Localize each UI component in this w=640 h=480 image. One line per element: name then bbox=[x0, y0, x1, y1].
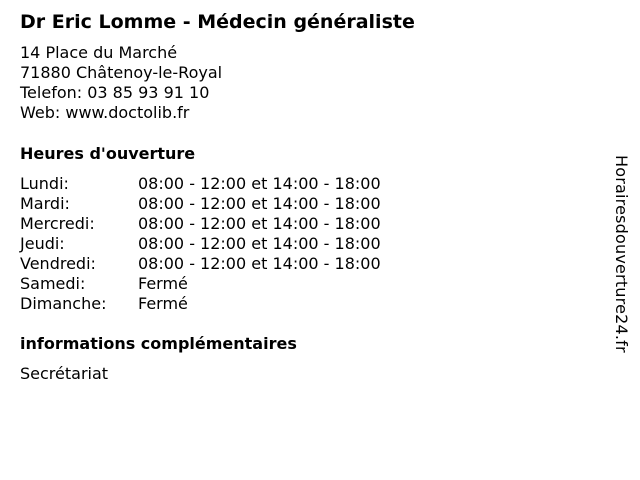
hours-row-friday bbox=[20, 254, 440, 274]
watermark-text: Horairesdouverture24.fr bbox=[612, 155, 631, 353]
day-label: Lundi: bbox=[20, 174, 69, 193]
hours-row-sunday bbox=[20, 294, 440, 314]
day-label: Mercredi: bbox=[20, 214, 95, 233]
page-title: Dr Eric Lomme - Médecin généraliste bbox=[20, 11, 415, 33]
additional-info-text: Secrétariat bbox=[20, 364, 109, 383]
day-hours: 08:00 - 12:00 et 14:00 - 18:00 bbox=[138, 174, 381, 193]
hours-row-monday bbox=[20, 174, 440, 194]
watermark bbox=[611, 135, 631, 373]
opening-hours-table bbox=[20, 174, 440, 314]
contact-block bbox=[20, 43, 222, 123]
website: Web: www.doctolib.fr bbox=[20, 103, 190, 122]
day-label: Samedi: bbox=[20, 274, 86, 293]
day-hours: Fermé bbox=[138, 274, 188, 293]
day-label: Dimanche: bbox=[20, 294, 107, 313]
address-street: 14 Place du Marché bbox=[20, 43, 178, 62]
phone-number: Telefon: 03 85 93 91 10 bbox=[20, 83, 210, 102]
day-label: Jeudi: bbox=[20, 234, 65, 253]
hours-row-tuesday bbox=[20, 194, 440, 214]
day-hours: 08:00 - 12:00 et 14:00 - 18:00 bbox=[138, 234, 381, 253]
day-hours: 08:00 - 12:00 et 14:00 - 18:00 bbox=[138, 254, 381, 273]
hours-row-thursday bbox=[20, 234, 440, 254]
additional-info-heading: informations complémentaires bbox=[20, 334, 297, 353]
day-hours: Fermé bbox=[138, 294, 188, 313]
day-label: Mardi: bbox=[20, 194, 70, 213]
day-label: Vendredi: bbox=[20, 254, 96, 273]
hours-row-wednesday bbox=[20, 214, 440, 234]
address-city: 71880 Châtenoy-le-Royal bbox=[20, 63, 223, 82]
opening-hours-heading: Heures d'ouverture bbox=[20, 144, 196, 163]
day-hours: 08:00 - 12:00 et 14:00 - 18:00 bbox=[138, 194, 381, 213]
hours-row-saturday bbox=[20, 274, 440, 294]
day-hours: 08:00 - 12:00 et 14:00 - 18:00 bbox=[138, 214, 381, 233]
